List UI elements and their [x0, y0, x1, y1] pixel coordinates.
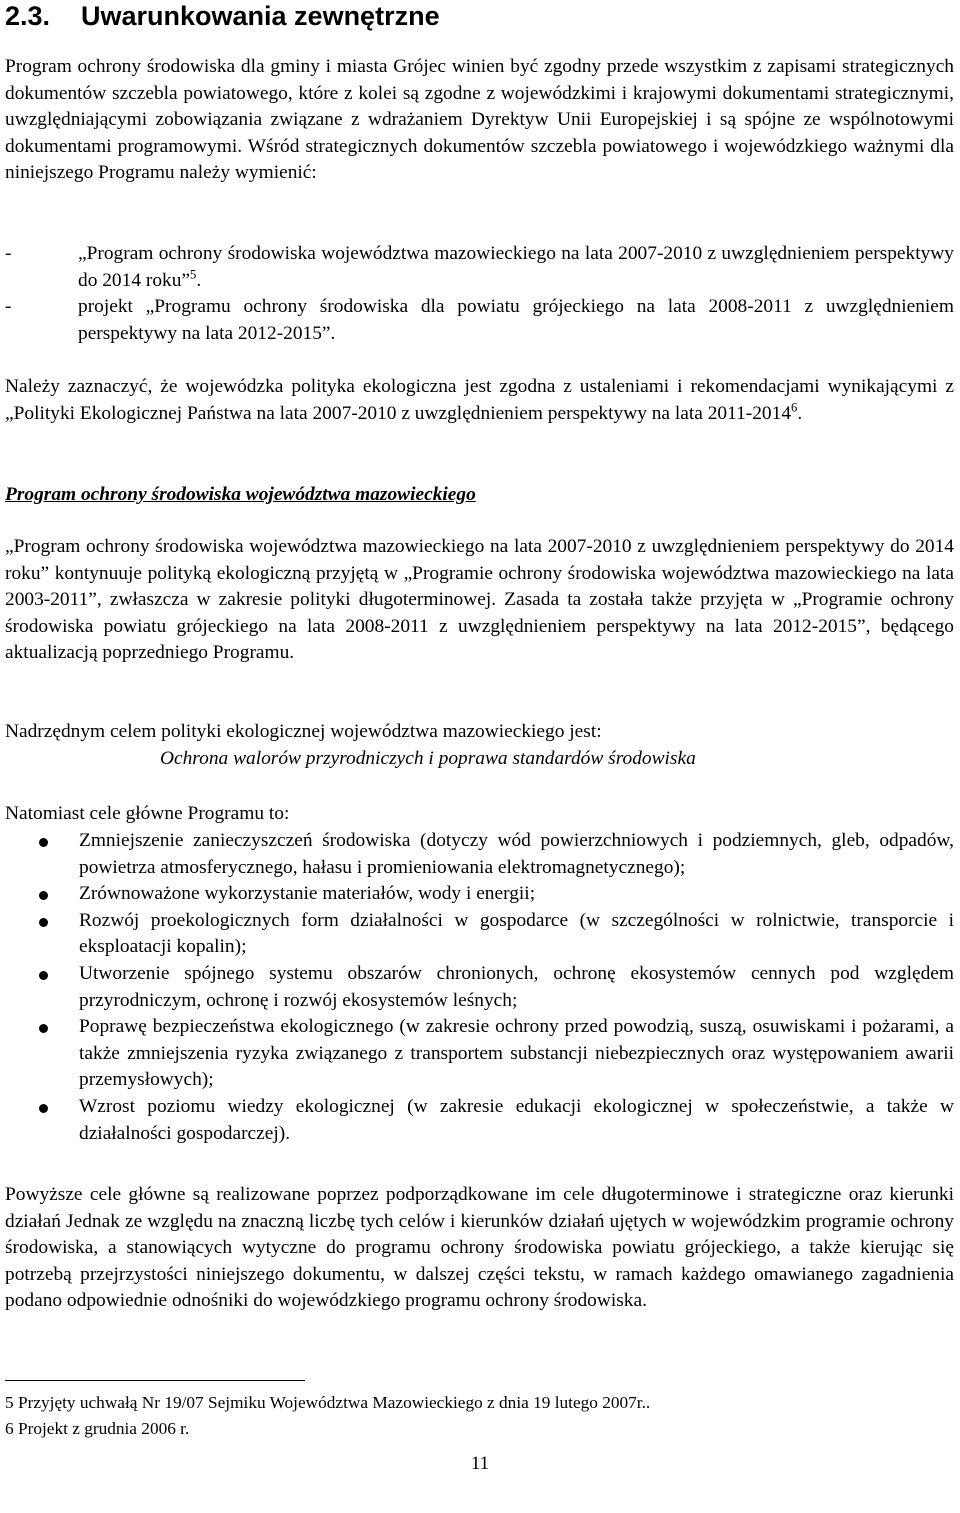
list-item-text: Zrównoważone wykorzystanie materiałów, wody i energii;	[79, 883, 536, 905]
dash-marker: -	[5, 243, 12, 264]
main-goals-intro: Natomiast cele główne Programu to:	[5, 803, 290, 824]
section-title: Uwarunkowania zewnętrzne	[81, 1, 440, 31]
footnote-ref: 5	[190, 267, 197, 282]
dash-item-body: „Program ochrony środowiska województwa mazowieckiego na lata 2007-2010 z uwzględnieniem perspektywy do 2014 roku”	[78, 243, 954, 291]
bullet-icon	[39, 891, 48, 900]
dash-marker: -	[5, 296, 12, 317]
footnote-ref: 6	[791, 400, 798, 415]
footnote-5: 5 Przyjęty uchwałą Nr 19/07 Sejmiku Województwa Mazowieckiego z dnia 19 lutego 2007r..	[5, 1393, 651, 1412]
bullet-icon	[39, 1024, 48, 1033]
intro-paragraph: Program ochrony środowiska dla gminy i miasta Grójec winien być zgodny przede wszystkim z zapisami strategicznych dokumentów szczebla powiatowego, które z kolei są zgodne z wojewódzkimi i krajowymi dokumentami strategicznymi, uwzględniającymi zobowiązania związane z wdrażaniem Dyrektyw Unii Europejskiej i są spójne ze wspólnotowymi dokumentami programowymi. Wśród strategicznych dokumentów szczebla powiatowego i wojewódzkiego ważnymi dla niniejszego Programu należy wymienić:	[5, 56, 954, 184]
list-item-text: Zmniejszenie zanieczyszczeń środowiska (dotyczy wód powierzchniowych i podziemnych, gleb, odpadów, powietrza atmosferycznego, hałasu i promieniowania elektromagnetycznego);	[79, 830, 954, 878]
bullet-icon	[39, 1104, 48, 1113]
policy-paragraph	[5, 374, 954, 427]
footnote-separator	[5, 1380, 305, 1381]
list-item-text: Rozwój proekologicznych form działalności w gospodarce (w szczególności w rolnictwie, transporcie i eksploatacji kopalin);	[79, 909, 954, 958]
list-item	[5, 961, 954, 1014]
list-item	[5, 828, 954, 881]
list-item	[5, 908, 954, 961]
list-item	[5, 1014, 954, 1094]
main-goal: Ochrona walorów przyrodniczych i poprawa standardów środowiska	[160, 748, 696, 769]
policy-text: Należy zaznaczyć, że wojewódzka polityka ekologiczna jest zgodna z ustaleniami i rekomendacjami wynikającymi z „Polityki Ekologicznej Państwa na lata 2007-2010 z uwzględnieniem perspektywy na lata 2011-2014	[5, 376, 954, 424]
bullet-icon	[39, 838, 48, 847]
footnote-6: 6 Projekt z grudnia 2006 r.	[5, 1419, 190, 1438]
dash-item-end: .	[196, 269, 202, 291]
list-item	[5, 1094, 954, 1147]
list-item-text: Poprawę bezpieczeństwa ekologicznego (w zakresie ochrony przed powodzią, suszą, osuwiskami i pożarami, a także zmniejszenia ryzyka związanego z transportem substancji niebezpiecznych oraz występowaniem awarii przemysłowych);	[79, 1016, 954, 1091]
bullet-icon	[39, 918, 48, 927]
page-number: 11	[470, 1453, 490, 1474]
goal-intro: Nadrzędnym celem polityki ekologicznej województwa mazowieckiego jest:	[5, 721, 602, 742]
list-item-text: Utworzenie spójnego systemu obszarów chronionych, ochronę ekosystemów cennych pod względem przyrodniczym, ochronę i rozwój ekosystemów leśnych;	[79, 962, 954, 1011]
policy-end: .	[797, 402, 803, 424]
section-heading	[5, 0, 440, 32]
section-number: 2.3.	[5, 1, 51, 31]
subheading: Program ochrony środowiska województwa mazowieckiego	[5, 484, 476, 505]
bullet-icon	[39, 971, 48, 980]
program-paragraph: „Program ochrony środowiska województwa mazowieckiego na lata 2007-2010 z uwzględnieniem perspektywy do 2014 roku” kontynuuje polityką ekologiczną przyjętą w „Programie ochrony środowiska województwa mazowieckiego na lata 2003-2011”, zwłaszcza w zakresie polityki długoterminowej. Zasada ta została także przyjęta w „Programie ochrony środowiska powiatu grójeckiego na lata 2008-2011 z uwzględnieniem perspektywy na lata 2012-2015”, będącego aktualizacją poprzedniego Programu.	[5, 536, 954, 664]
closing-paragraph: Powyższe cele główne są realizowane poprzez podporządkowane im cele długoterminowe i strategiczne oraz kierunki działań Jednak ze względu na znaczną liczbę tych celów i kierunków działań ujętych w wojewódzkim programie ochrony środowiska, a stanowiących wytyczne do programu ochrony środowiska powiatu grójeckiego, a także kierując się potrzebą przejrzystości niniejszego dokumentu, w dalszej części tekstu, w ramach każdego omawianego zagadnienia podano odpowiednie odnośniki do wojewódzkiego programu ochrony środowiska.	[5, 1184, 954, 1312]
list-item	[5, 881, 954, 908]
main-goals-list	[5, 828, 954, 1147]
dash-item-text: projekt „Programu ochrony środowiska dla powiatu grójeckiego na lata 2008-2011 z uwzględnieniem perspektywy na lata 2012-2015”.	[78, 296, 954, 344]
dash-item-text	[78, 241, 954, 294]
list-item-text: Wzrost poziomu wiedzy ekologicznej (w zakresie edukacji ekologicznej w społeczeństwie, a także w działalności gospodarczej).	[79, 1095, 954, 1144]
